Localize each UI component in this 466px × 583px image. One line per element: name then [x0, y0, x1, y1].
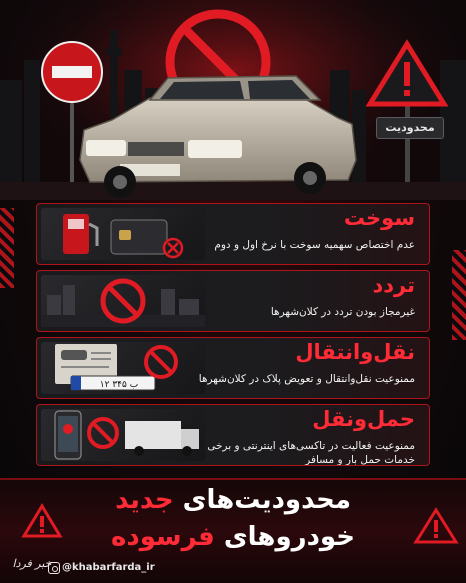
card-traffic-description: غیرمجاز بودن تردد در کلان‌شهرها: [270, 306, 415, 318]
instagram-icon: [48, 562, 60, 574]
hero-illustration: [0, 0, 466, 200]
prohibition-sign-icon: [146, 347, 176, 377]
headline-line-1-red: جدید: [115, 485, 174, 515]
card-transport: [36, 404, 430, 466]
brand-logo: خبر فردا: [12, 557, 52, 570]
card-fuel-title: سوخت: [343, 206, 415, 230]
card-traffic-art: [41, 275, 205, 327]
brand-handle[interactable]: @khabarfarda_ir: [62, 562, 155, 573]
license-plate-icon: [71, 376, 155, 390]
card-fuel-description: عدم اختصاص سهمیه سوخت با نرخ اول و دوم: [214, 239, 415, 251]
card-transport-title: حمل‌ونقل: [312, 407, 415, 431]
hero-section: [0, 0, 466, 200]
card-transport-description: ممنوعیت فعالیت در تاکسی‌های اینترنتی و برخی خدمات حمل بار و مسافر: [207, 440, 415, 466]
restriction-badge: محدودیت: [376, 117, 444, 139]
prohibition-sign-icon: [89, 419, 117, 447]
truck-icon: [125, 421, 199, 456]
headline-line-1-white: محدودیت‌های: [182, 485, 351, 515]
card-transfer-title: نقل‌وانتقال: [295, 340, 415, 364]
headline-line-2: [0, 522, 466, 552]
hazard-stripe-left: [0, 208, 14, 288]
card-fuel: [36, 203, 430, 265]
card-transport-art: [41, 409, 205, 461]
license-plate-text: ۱۲ ب ۳۴۵: [99, 380, 139, 390]
card-fuel-art: [41, 208, 205, 260]
headline-line-2-red: فرسوده: [111, 522, 215, 552]
card-traffic-title: تردد: [372, 273, 415, 297]
headline-line-1: [0, 485, 466, 515]
fuel-card-icon: [111, 220, 167, 254]
fuel-pump-icon: [63, 214, 97, 254]
card-transfer: [36, 337, 430, 399]
card-transfer-art: [41, 342, 205, 394]
hazard-stripe-right: [452, 250, 466, 340]
card-transfer-description: ممنوعیت نقل‌وانتقال و تعویض پلاک در کلان‌شهرها: [198, 373, 415, 385]
headline-line-2-white: خودروهای: [223, 522, 355, 552]
smartphone-map-icon: [55, 411, 81, 459]
card-traffic: [36, 270, 430, 332]
prohibition-sign-icon: [164, 239, 182, 257]
